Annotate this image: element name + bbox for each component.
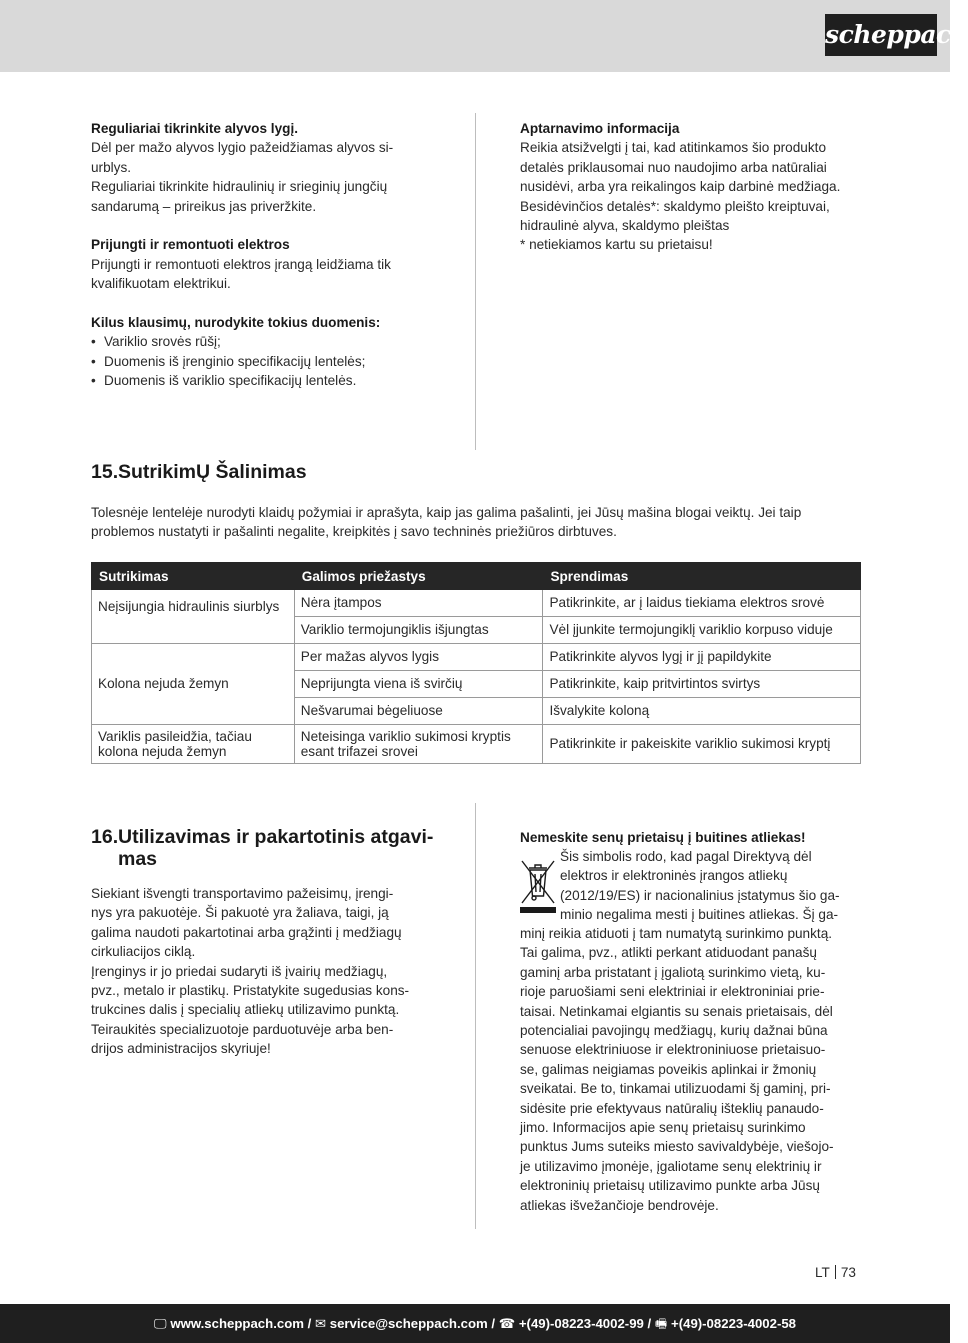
- section-number: 15.: [91, 461, 119, 483]
- questions-title: Kilus klausimų, nurodykite tokius duomenis:: [91, 315, 381, 331]
- body-line: drijos administracijos skyriuje!: [91, 1041, 271, 1057]
- disposal-line: jimo. Informacijos apie senų prietaisų surinkimo: [520, 1120, 806, 1136]
- page-header-bar: [0, 0, 968, 72]
- disposal-title: Nemeskite senų prietaisų į buitines atliekas!: [520, 830, 806, 845]
- disposal-line: sidėsite prie efektyvaus natūralių išteklių panaudo-: [520, 1100, 824, 1116]
- electric-line: Prijungti ir remontuoti elektros įrangą leidžiama tik: [91, 256, 391, 272]
- body-line: pvz., metalo ir plastikų. Pristatykite sugedusias kons-: [91, 983, 410, 999]
- disposal-title-block: [520, 828, 860, 847]
- phone-number: +(49)-08223-4002-99: [518, 1316, 644, 1331]
- disposal-line: elektroninių prietaisų utilizavimo punkte arba Jūsų: [520, 1178, 820, 1194]
- section-15-intro: [91, 503, 861, 542]
- section-16-body: [91, 884, 431, 1059]
- check-oil-line: urblys.: [91, 159, 132, 175]
- body-line: Įrenginys ir jo priedai sudaryti iš įvairių medžiagų,: [91, 963, 388, 979]
- disposal-line: rioje paruošiami seni elektriniai ir elektroniniai prie-: [520, 984, 825, 1000]
- disposal-line: punktus Jums suteiks miesto savivaldybėje, viešojo-: [520, 1139, 834, 1155]
- list-item: • Duomenis iš įrenginio specifikacijų lentelės;: [91, 352, 431, 371]
- disposal-body-text: [520, 924, 860, 1215]
- maintenance-left-column: [91, 119, 431, 391]
- disposal-line: atliekas išvežančioje bendrovėje.: [520, 1197, 719, 1213]
- section-title: SutrikimŲ Šalinimas: [118, 461, 307, 483]
- disposal-line: se, galimas neigiamas poveikis aplinkai ir žmonių: [520, 1061, 817, 1077]
- table-row: [92, 590, 861, 617]
- footer-separator: /: [491, 1316, 496, 1331]
- computer-icon: 🖵: [153, 1316, 167, 1331]
- solution-cell: Vėl įjunkite termojungiklį variklio korpuso viduje: [543, 617, 861, 644]
- disposal-line: sveikatai. Be to, tinkamai utilizuodami šį gaminį, pri-: [520, 1081, 831, 1097]
- crossed-out-wheelie-bin-icon: [520, 858, 556, 914]
- body-line: galima naudoti pakartotinai arba grąžinti į medžiagų: [91, 924, 402, 940]
- intro-line: Tolesnėje lentelėje nurodyti klaidų požymiai ir aprašyta, kaip jas galima pašalinti, jei Jūsų mašina blogai veiktų. Jei taip: [91, 505, 802, 520]
- service-line: hidraulinė alyva, skaldymo pleištas: [520, 218, 730, 234]
- section-16-heading: [91, 826, 436, 870]
- column-header: Sprendimas: [543, 563, 861, 590]
- solution-cell: Patikrinkite alyvos lygį ir jį papildykite: [543, 644, 861, 671]
- fax-icon: 🖷: [654, 1316, 668, 1331]
- list-item: • Variklio srovės rūšį;: [91, 332, 431, 351]
- table-row: [92, 644, 861, 671]
- body-line: Siekiant išvengti transportavimo pažeisimų, įrengi-: [91, 886, 394, 901]
- column-divider: [475, 113, 476, 450]
- electric-title: Prijungti ir remontuoti elektros: [91, 237, 290, 253]
- disposal-indented-text: [560, 847, 860, 925]
- disposal-line: senuose elektriniuose ir elektroniniuose prietaisuo-: [520, 1042, 826, 1058]
- column-header: Sutrikimas: [92, 563, 295, 590]
- disposal-line: elektros ir elektroninės įrangos atliekų: [560, 868, 788, 884]
- list-item: • Duomenis iš variklio specifikacijų lentelės.: [91, 371, 431, 390]
- email-link[interactable]: service@scheppach.com: [329, 1316, 488, 1331]
- email-icon: ✉: [315, 1316, 327, 1331]
- fault-cell: Neįsijungia hidraulinis siurblys: [92, 590, 295, 644]
- electric-line: kvalifikuotam elektrikui.: [91, 276, 231, 292]
- table-row: [92, 725, 861, 764]
- service-line: detalės priklausomai nuo naudojimo arba natūraliai: [520, 159, 827, 175]
- footer-separator: /: [307, 1316, 312, 1331]
- solution-cell: Išvalykite koloną: [543, 698, 861, 725]
- column-header: Galimos priežastys: [294, 563, 543, 590]
- fax-number: +(49)-08223-4002-58: [671, 1316, 797, 1331]
- service-line: * netiekiamos kartu su prietaisu!: [520, 237, 713, 253]
- disposal-line: minio negalima mesti į buitines atliekas. Šį ga-: [560, 907, 839, 923]
- cause-cell: Neprijungta viena iš svirčių: [294, 671, 543, 698]
- phone-icon: ☎: [498, 1316, 516, 1331]
- check-oil-line: Reguliariai tikrinkite hidraulinių ir srieginių jungčių: [91, 179, 388, 195]
- solution-cell: Patikrinkite, kaip pritvirtintos svirtys: [543, 671, 861, 698]
- column-divider: [475, 803, 476, 1229]
- cause-cell: Variklio termojungiklis išjungtas: [294, 617, 543, 644]
- disposal-line: minį reikia atiduoti į tam numatytą surinkimo punktą.: [520, 926, 833, 941]
- disposal-line: je utilizavimo įmonėje, įgaliotame senų elektrinių ir: [520, 1158, 822, 1174]
- cause-cell: Per mažas alyvos lygis: [294, 644, 543, 671]
- service-line: nusidėvi, arba yra reikalingos kaip darbinė medžiaga.: [520, 179, 841, 195]
- body-line: Teiraukitės specializuotoje parduotuvėje arba ben-: [91, 1021, 394, 1037]
- body-line: cirkuliacijos ciklą.: [91, 944, 196, 960]
- website-link[interactable]: www.scheppach.com: [170, 1316, 304, 1331]
- check-oil-line: sandarumą – prireikus jas priveržkite.: [91, 198, 317, 214]
- footer-separator: /: [647, 1316, 652, 1331]
- disposal-line: gaminį arba pristatant į įgaliotą surinkimo vietą, ku-: [520, 964, 826, 980]
- language-code: LT: [815, 1265, 830, 1280]
- page-number-value: 73: [840, 1265, 856, 1280]
- fault-cell: Variklis pasileidžia, tačiau kolona nejuda žemyn: [92, 725, 295, 764]
- cause-cell: Nešvarumai bėgeliuose: [294, 698, 543, 725]
- section-title-line: Utilizavimas ir pakartotinis atgavi-: [118, 826, 434, 848]
- check-oil-title: Reguliariai tikrinkite alyvos lygį.: [91, 121, 299, 136]
- solution-cell: Patikrinkite, ar į laidus tiekiama elektros srovė: [543, 590, 861, 617]
- troubleshooting-table: [91, 562, 861, 764]
- section-number: 16.: [91, 826, 119, 848]
- service-line: Besidėvinčios detalės*: skaldymo pleišto kreiptuvai,: [520, 198, 830, 214]
- contact-footer: [0, 1304, 950, 1343]
- disposal-line: (2012/19/ES) ir nacionalinius įstatymus šio ga-: [560, 887, 840, 903]
- section-title-line: mas: [118, 848, 158, 870]
- disposal-line: Tai galima, pvz., atlikti perkant atiduodant panašų: [520, 945, 817, 961]
- page-number: [815, 1265, 856, 1280]
- cause-cell: Neteisinga variklio sukimosi kryptis esant trifazei srovei: [294, 725, 543, 764]
- disposal-line: taisai. Netinkamai elgiantis su senais prietaisais, dėl: [520, 1003, 833, 1019]
- body-line: trukcines dalis į specialių atliekų utilizavimo punktą.: [91, 1002, 400, 1018]
- scheppach-logo: scheppach: [825, 14, 937, 56]
- body-line: nys yra pakuotėje. Ši pakuotė yra žaliava, taigi, ją: [91, 905, 389, 921]
- table-header-row: [92, 563, 861, 590]
- intro-line: problemos nustatyti ir pašalinti negalite, kreipkitės į savo techninės priežiūros dirbtuves.: [91, 524, 617, 540]
- questions-list: [91, 332, 431, 390]
- service-title: Aptarnavimo informacija: [520, 121, 680, 136]
- fault-cell: Kolona nejuda žemyn: [92, 644, 295, 725]
- check-oil-line: Dėl per mažo alyvos lygio pažeidžiamas alyvos si-: [91, 140, 394, 156]
- section-15-heading: [91, 461, 307, 483]
- disposal-line: Šis simbolis rodo, kad pagal Direktyvą dėl: [560, 849, 812, 864]
- disposal-line: potencialiai pavojingų medžiagų, kurių dažnai būna: [520, 1023, 828, 1039]
- service-info-column: [520, 119, 860, 255]
- solution-cell: Patikrinkite ir pakeiskite variklio sukimosi kryptį: [543, 725, 861, 764]
- cause-cell: Nėra įtampos: [294, 590, 543, 617]
- service-line: Reikia atsižvelgti į tai, kad atitinkamos šio produkto: [520, 140, 826, 156]
